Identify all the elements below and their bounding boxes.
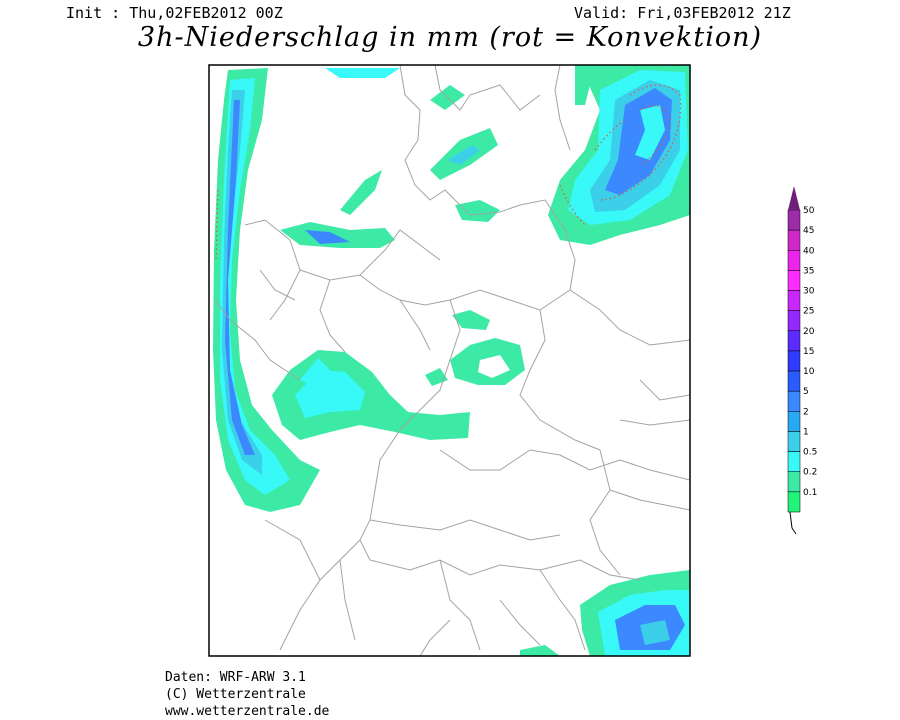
legend-swatch-35 [788, 270, 800, 290]
legend-swatch-0.1 [788, 492, 800, 512]
map-title: 3h-Niederschlag in mm (rot = Konvektion) [137, 22, 763, 53]
legend-label-10: 10 [803, 367, 815, 378]
legend-label-35: 35 [803, 266, 815, 277]
legend-swatch-0.2 [788, 472, 800, 492]
legend-label-1: 1 [803, 427, 809, 438]
legend-swatch-50 [788, 210, 800, 230]
legend-swatch-45 [788, 230, 800, 250]
legend-label-25: 25 [803, 306, 815, 317]
legend-top-arrow [788, 186, 800, 210]
legend-swatch-0.5 [788, 452, 800, 472]
init-time-label: Init : Thu,02FEB2012 00Z [66, 4, 283, 22]
footer-copyright: (C) Wetterzentrale [165, 687, 306, 702]
footer-data-source: Daten: WRF-ARW 3.1 [165, 670, 306, 685]
legend-label-0.1: 0.1 [803, 487, 818, 498]
legend-swatch-2 [788, 411, 800, 431]
legend-swatch-20 [788, 331, 800, 351]
valid-time-label: Valid: Fri,03FEB2012 21Z [574, 4, 791, 22]
legend-label-30: 30 [803, 286, 815, 297]
legend-label-15: 15 [803, 346, 815, 357]
legend-label-2: 2 [803, 407, 809, 418]
legend-label-0.5: 0.5 [803, 447, 818, 458]
legend-bottom-tail [790, 512, 796, 534]
legend-label-50: 50 [803, 206, 815, 216]
legend-swatch-1 [788, 431, 800, 451]
legend-swatch-10 [788, 371, 800, 391]
legend-label-5: 5 [803, 387, 809, 398]
legend-label-20: 20 [803, 326, 815, 337]
footer-website: www.wetterzentrale.de [165, 704, 330, 719]
legend-swatch-40 [788, 250, 800, 270]
legend-label-0.2: 0.2 [803, 467, 818, 478]
legend-swatch-5 [788, 391, 800, 411]
legend-swatch-30 [788, 291, 800, 311]
legend-label-45: 45 [803, 226, 815, 237]
legend-swatch-25 [788, 311, 800, 331]
legend-label-40: 40 [803, 246, 815, 257]
legend-swatch-15 [788, 351, 800, 371]
